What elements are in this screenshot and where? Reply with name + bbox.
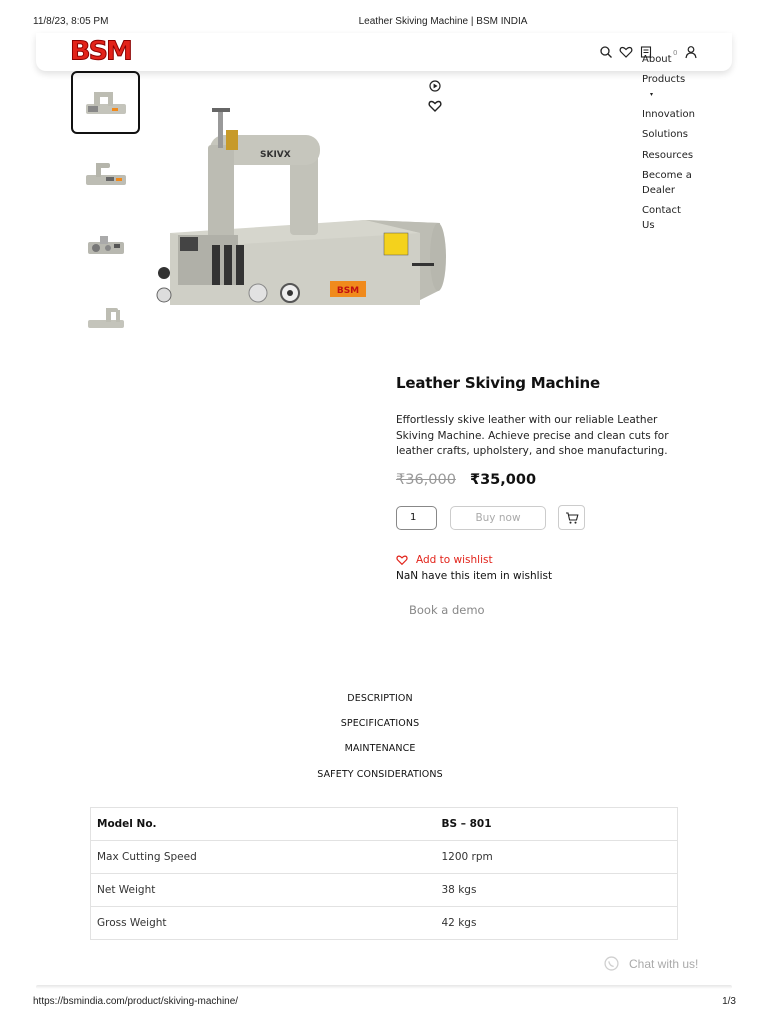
nav-innovation[interactable]: Innovation <box>642 109 695 120</box>
footer-divider <box>36 985 732 989</box>
spec-value: 1200 rpm <box>436 841 678 874</box>
product-thumbnail[interactable] <box>71 285 140 348</box>
heart-outline-icon <box>396 554 408 566</box>
spec-key: Model No. <box>97 818 157 830</box>
wishlist-heart-icon[interactable] <box>428 99 442 113</box>
wishlist-label: Add to wishlist <box>416 554 493 566</box>
site-header <box>36 33 732 71</box>
machine-thumbnail-image <box>82 158 130 192</box>
nav-contact-line1[interactable]: Contact <box>642 205 681 216</box>
whatsapp-icon <box>604 956 619 971</box>
product-thumbnail[interactable] <box>71 71 140 134</box>
machine-plate-text: BSM <box>336 286 360 296</box>
spec-value: 38 kgs <box>436 874 678 907</box>
machine-brand-text: SKIVX <box>260 150 291 160</box>
spec-key: Gross Weight <box>91 907 436 940</box>
cart-icon <box>565 511 579 525</box>
search-icon[interactable] <box>599 45 613 59</box>
print-url: https://bsmindia.com/product/skiving-machine/ <box>33 996 239 1007</box>
spec-value: BS – 801 <box>441 818 492 830</box>
machine-thumbnail-image <box>82 300 130 334</box>
product-thumbnail[interactable] <box>71 213 140 276</box>
spec-key: Net Weight <box>91 874 436 907</box>
quantity-input[interactable]: 1 <box>396 506 437 530</box>
print-header <box>0 16 768 30</box>
print-datetime: 11/8/23, 8:05 PM <box>33 16 109 27</box>
sale-price: ₹35,000 <box>470 472 537 488</box>
spec-value: 42 kgs <box>436 907 678 940</box>
spec-key: Max Cutting Speed <box>91 841 436 874</box>
table-row <box>91 907 678 940</box>
user-icon[interactable] <box>684 45 698 59</box>
heart-icon[interactable] <box>619 45 633 59</box>
nav-contact-line2[interactable]: Us <box>642 220 655 231</box>
tab-description[interactable]: DESCRIPTION <box>347 693 413 704</box>
brand-logo[interactable]: BSM <box>70 36 131 67</box>
print-page-title: Leather Skiving Machine | BSM INDIA <box>358 16 528 27</box>
nav-products[interactable]: Products <box>642 74 686 85</box>
add-to-wishlist-link[interactable] <box>396 554 493 566</box>
product-description: Effortlessly skive leather with our reliable Leather Skiving Machine. Achieve precise and clean cuts for leather crafts, upholstery, and shoe manufacturing. <box>396 414 669 457</box>
play-video-icon[interactable] <box>428 79 442 93</box>
machine-thumbnail-image <box>82 86 130 120</box>
product-title: Leather Skiving Machine <box>396 374 600 392</box>
nav-resources[interactable]: Resources <box>642 150 694 161</box>
product-thumbnail[interactable] <box>71 143 140 206</box>
table-row <box>91 874 678 907</box>
chat-label: Chat with us! <box>629 956 699 971</box>
wishlist-count-note: NaN have this item in wishlist <box>396 570 553 582</box>
skiving-machine-image <box>150 105 450 325</box>
tab-safety-considerations[interactable]: SAFETY CONSIDERATIONS <box>317 769 443 780</box>
nav-become-dealer-line2[interactable]: Dealer <box>642 185 676 196</box>
chevron-down-icon[interactable]: ▾ <box>650 91 654 98</box>
compare-count: 0 <box>673 49 678 57</box>
nav-about[interactable]: About <box>642 54 672 65</box>
nav-become-dealer-line1[interactable]: Become a <box>642 170 692 181</box>
buy-now-button[interactable]: Buy now <box>450 506 546 530</box>
book-demo-button[interactable]: Book a demo <box>409 603 485 617</box>
add-to-cart-button[interactable] <box>558 505 585 530</box>
table-row <box>91 841 678 874</box>
chat-widget[interactable] <box>604 956 698 971</box>
original-price: ₹36,000 <box>396 472 456 488</box>
table-row <box>91 808 678 841</box>
machine-thumbnail-image <box>82 228 130 262</box>
product-main-image[interactable] <box>150 105 450 325</box>
specifications-table <box>90 807 678 940</box>
tab-specifications[interactable]: SPECIFICATIONS <box>340 718 420 729</box>
nav-solutions[interactable]: Solutions <box>642 129 688 140</box>
tab-maintenance[interactable]: MAINTENANCE <box>344 743 416 754</box>
print-page-number: 1/3 <box>722 996 736 1007</box>
print-footer <box>0 996 768 1010</box>
